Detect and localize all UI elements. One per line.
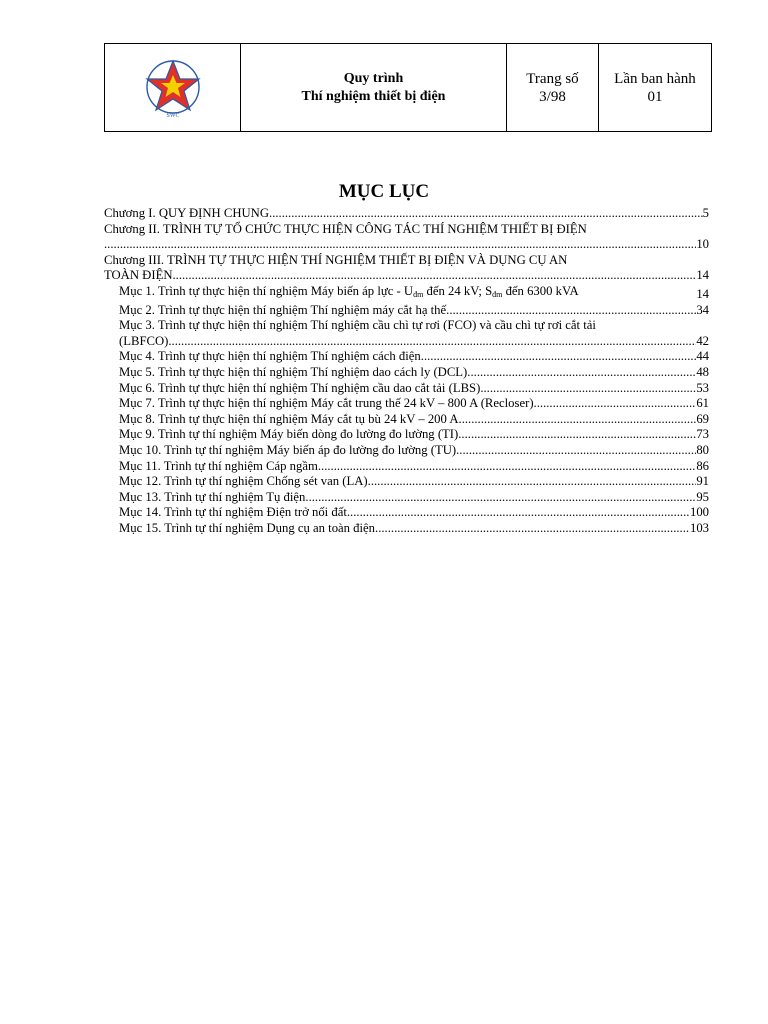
toc-heading: MỤC LỤC <box>338 181 430 202</box>
company-logo-star-icon <box>143 57 203 119</box>
logo-text: SWC <box>165 112 180 119</box>
document-header <box>104 43 712 132</box>
toc-entry-m3[interactable] <box>104 318 709 349</box>
toc-entry-m1[interactable] <box>104 284 709 303</box>
toc-entry-ch2[interactable] <box>104 222 709 253</box>
toc-entry-m15[interactable] <box>104 521 709 537</box>
toc-entry-m13[interactable] <box>104 490 709 506</box>
page-value: 3/98 <box>539 88 566 105</box>
doc-title-line2: Thí nghiệm thiết bị điện <box>301 88 446 104</box>
toc-entry-title: Mục 15. Trình tự thí nghiệm Dụng cụ an toàn điện <box>119 520 376 535</box>
toc-entry-title: Mục 13. Trình tự thí nghiệm Tụ điện <box>119 489 306 504</box>
toc-entry-page: 44 <box>696 349 709 364</box>
toc-entry-m6[interactable] <box>104 381 709 397</box>
toc-entry-title-line1: Chương III. TRÌNH TỰ THỰC HIỆN THÍ NGHIỆM THIẾT BỊ ĐIỆN VÀ DỤNG CỤ AN <box>104 252 568 267</box>
toc-entry-title-line2: (LBFCO) <box>119 333 169 348</box>
toc-entry-page: 48 <box>696 364 709 379</box>
toc-entry-m11[interactable] <box>104 459 709 475</box>
toc-entry-page: 103 <box>689 520 709 535</box>
toc-entry-m4[interactable] <box>104 349 709 365</box>
toc-entry-title: Chương II. TRÌNH TỰ TỔ CHỨC THỰC HIỆN CÔNG TÁC THÍ NGHIỆM THIẾT BỊ ĐIỆN <box>104 221 587 236</box>
logo-cell <box>105 44 241 132</box>
toc-entry-title: Mục 9. Trình tự thí nghiệm Máy biến dòng đo lường đo lường (TI) <box>119 427 459 442</box>
toc-entry-page: 86 <box>696 458 709 473</box>
table-of-contents <box>104 206 709 536</box>
toc-entry-page: 5 <box>702 206 709 220</box>
toc-entry-title-line1: Mục 3. Trình tự thực hiện thí nghiệm Thí nghiệm cầu chì tự rơi (FCO) và cầu chì tự rơi cắt tải <box>119 318 596 333</box>
doc-title-line1: Quy trình <box>343 70 404 86</box>
issue-cell <box>599 44 712 132</box>
page-number-cell <box>507 44 599 132</box>
toc-entry-title: Mục 7. Trình tự thực hiện thí nghiệm Máy cắt trung thế 24 kV – 800 A (Recloser) <box>119 396 534 411</box>
page-label: Trang số <box>526 70 579 87</box>
toc-entry-title: Mục 14. Trình tự thí nghiệm Điện trở nối đất <box>119 505 347 520</box>
toc-entry-page: 73 <box>696 427 709 442</box>
toc-entry-page: 14 <box>696 286 709 301</box>
toc-entry-page: 69 <box>696 411 709 426</box>
toc-entry-page: 100 <box>689 505 709 520</box>
toc-entry-m9[interactable] <box>104 427 709 443</box>
toc-entry-title: Mục 2. Trình tự thực hiện thí nghiệm Thí nghiệm máy cắt hạ thế <box>119 302 447 317</box>
toc-entry-page: 53 <box>696 380 709 395</box>
toc-entry-title: Mục 4. Trình tự thực hiện thí nghiệm Thí nghiệm cách điện <box>119 349 421 364</box>
toc-entry-ch3[interactable] <box>104 253 709 284</box>
toc-entry-page: 14 <box>696 268 709 283</box>
title-cell <box>241 44 507 132</box>
toc-entry-title: Mục 1. Trình tự thực hiện thí nghiệm Máy biến áp lực - $U_{đm}$ đến 24 kV; $S_{đm}$ đến 6300 kVA <box>119 283 579 299</box>
toc-entry-title: Mục 6. Trình tự thực hiện thí nghiệm Thí nghiệm cầu dao cắt tải (LBS) <box>119 380 481 395</box>
toc-entry-ch1[interactable] <box>104 206 709 222</box>
issue-label: Lần ban hành <box>614 70 696 87</box>
toc-entry-page: 61 <box>696 396 709 411</box>
toc-entry-title-line2: TOÀN ĐIỆN <box>104 268 173 283</box>
toc-entry-m5[interactable] <box>104 365 709 381</box>
toc-entry-title: Mục 11. Trình tự thí nghiệm Cáp ngầm <box>119 458 318 473</box>
toc-entry-title: Chương I. QUY ĐỊNH CHUNG <box>104 206 270 220</box>
toc-entry-m8[interactable] <box>104 412 709 428</box>
toc-entry-title: Mục 10. Trình tự thí nghiệm Máy biến áp đo lường đo lường (TU) <box>119 442 457 457</box>
toc-entry-page: 95 <box>696 489 709 504</box>
toc-entry-page: 91 <box>696 474 709 489</box>
toc-entry-page: 42 <box>696 333 709 348</box>
toc-entry-title: Mục 8. Trình tự thực hiện thí nghiệm Máy cắt tụ bù 24 kV – 200 A <box>119 411 459 426</box>
toc-entry-m7[interactable] <box>104 396 709 412</box>
toc-entry-m10[interactable] <box>104 443 709 459</box>
issue-value: 01 <box>647 88 663 105</box>
toc-entry-page: 10 <box>696 237 709 252</box>
toc-entry-m12[interactable] <box>104 474 709 490</box>
toc-entry-page: 34 <box>696 302 709 317</box>
toc-entry-title: Mục 12. Trình tự thí nghiệm Chống sét van (LA) <box>119 474 368 489</box>
toc-entry-title: Mục 5. Trình tự thực hiện thí nghiệm Thí nghiệm dao cách ly (DCL) <box>119 364 468 379</box>
toc-entry-m2[interactable] <box>104 303 709 319</box>
toc-entry-page: 80 <box>696 442 709 457</box>
toc-entry-m14[interactable] <box>104 505 709 521</box>
